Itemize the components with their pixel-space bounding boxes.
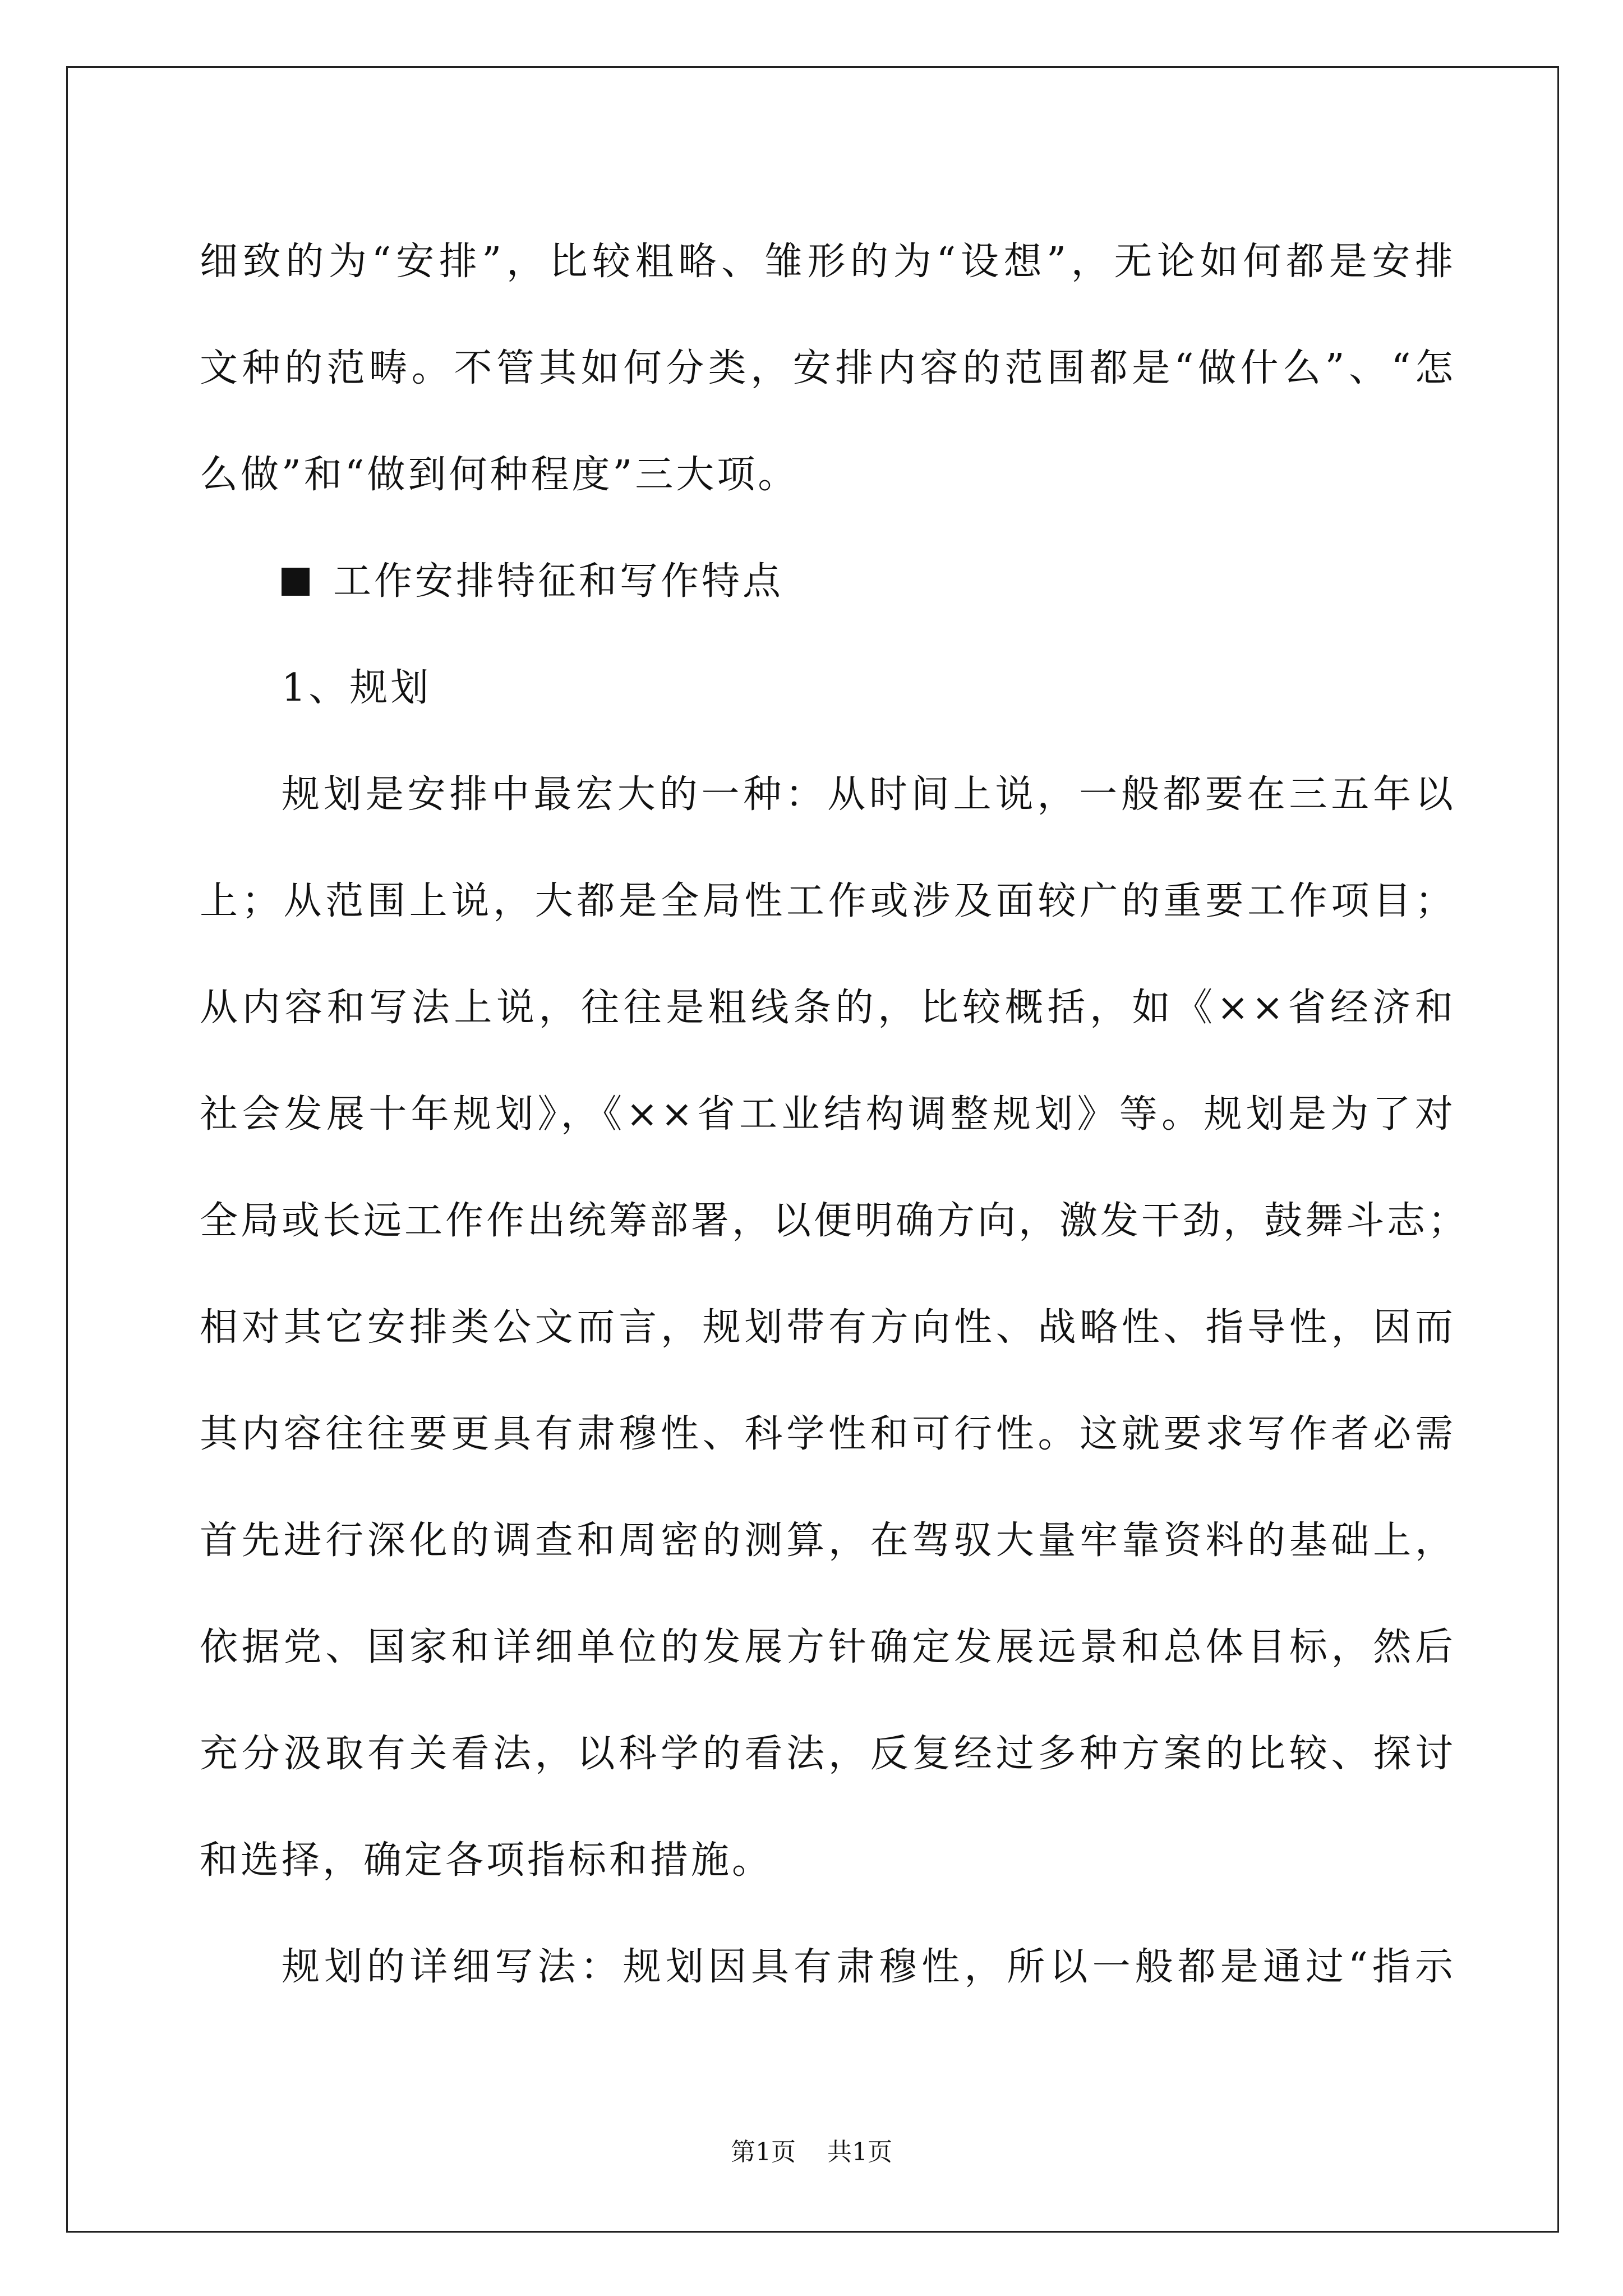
- paragraph-line: 相对其它安排类公文而言，规划带有方向性、战略性、指导性，因而: [200, 1305, 1456, 1350]
- section-heading: [200, 528, 1456, 635]
- paragraph-line: 首先进行深化的调查和周密的测算，在驾驭大量牢靠资料的基础上，: [200, 1519, 1456, 1563]
- paragraph-line: 社会发展十年规划》，《××省工业结构调整规划》等。规划是为了对: [200, 1092, 1456, 1137]
- paragraph-line: 上；从范围上说，大都是全局性工作或涉及面较广的重要工作项目；: [200, 879, 1456, 923]
- square-bullet-icon: [282, 568, 310, 596]
- paragraph-line: 文种的范畴。不管其如何分类，安排内容的范围都是“做什么”、“怎: [200, 346, 1456, 390]
- document-body: [200, 209, 1469, 2021]
- paragraph-line: 规划的详细写法：规划因具有肃穆性，所以一般都是通过“指示: [282, 1945, 1456, 1989]
- page-number: 第1页: [731, 2138, 796, 2166]
- paragraph-line: 和选择，确定各项指标和措施。: [200, 1838, 773, 1883]
- paragraph-line: 其内容往往要更具有肃穆性、科学性和可行性。这就要求写作者必需: [200, 1412, 1456, 1456]
- paragraph-line: 从内容和写法上说，往往是粗线条的，比较概括，如《××省经济和: [200, 986, 1456, 1030]
- section-heading-text: 工作安排特征和写作特点: [333, 559, 784, 604]
- page-total: 共1页: [827, 2138, 892, 2166]
- paragraph-line: 细致的为“安排”，比较粗略、雏形的为“设想”，无论如何都是安排: [200, 240, 1456, 284]
- subsection-heading: 1、规划: [282, 666, 432, 710]
- paragraph-line: 规划是安排中最宏大的一种：从时间上说，一般都要在三五年以: [282, 772, 1456, 817]
- paragraph-line: 么做”和“做到何种程度”三大项。: [200, 453, 799, 497]
- paragraph-line: 充分汲取有关看法，以科学的看法，反复经过多种方案的比较、探讨: [200, 1732, 1456, 1776]
- paragraph-line: 全局或长远工作作出统筹部署，以便明确方向，激发干劲，鼓舞斗志；: [200, 1199, 1469, 1243]
- paragraph-line: 依据党、国家和详细单位的发展方针确定发展远景和总体目标，然后: [200, 1625, 1456, 1669]
- page-footer: [0, 2132, 1623, 2168]
